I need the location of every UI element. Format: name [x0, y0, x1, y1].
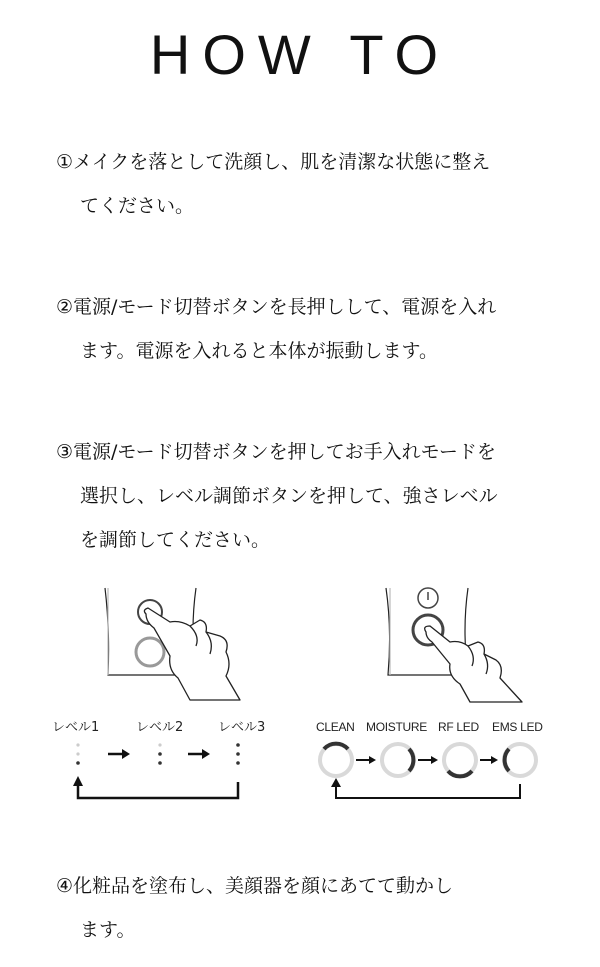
mode-labels — [316, 720, 543, 734]
mode-switch-illustration — [310, 580, 555, 810]
mode-rfled-label: RF LED — [438, 720, 479, 734]
ring-moisture-icon — [382, 744, 414, 776]
ring-clean-icon — [320, 744, 352, 776]
step-3-line1: ③電源/モード切替ボタンを押してお手入れモードを — [56, 441, 496, 463]
level-1-label: レベル1 — [52, 720, 100, 735]
level-button-icon — [136, 638, 164, 666]
power-button-icon — [418, 588, 438, 608]
ring-emsled-icon — [504, 744, 536, 776]
mode-loop-arrow — [331, 778, 520, 798]
level-dots — [76, 743, 240, 765]
level-3-label: レベル3 — [218, 720, 266, 735]
level-loop-arrow — [73, 776, 238, 798]
mode-clean-label: CLEAN — [316, 720, 355, 734]
mode-moisture-label: MOISTURE — [366, 720, 427, 734]
step-4-line2: ます。 — [80, 919, 136, 941]
step-2 — [56, 285, 556, 373]
mode-emsled-label: EMS LED — [492, 720, 543, 734]
step-4 — [56, 864, 556, 952]
step-2-line2: ます。電源を入れると本体が振動します。 — [80, 340, 438, 362]
step-3 — [56, 430, 556, 562]
ring-rfled-icon — [444, 744, 476, 776]
step-2-line1: ②電源/モード切替ボタンを長押しして、電源を入れ — [56, 296, 497, 318]
step-1 — [56, 140, 556, 228]
step-3-line3: を調節してください。 — [80, 529, 271, 551]
step-1-line2: てください。 — [80, 195, 195, 217]
step-1-line1: ①メイクを落として洗顔し、肌を清潔な状態に整え — [56, 151, 491, 173]
level-2-label: レベル2 — [136, 720, 184, 735]
step-4-line1: ④化粧品を塗布し、美顔器を顔にあてて動かし — [56, 875, 454, 897]
hand-icon — [425, 626, 522, 702]
step-3-line2: 選択し、レベル調節ボタンを押して、強さレベル — [80, 485, 498, 507]
page-title: HOW TO — [149, 23, 451, 86]
level-labels — [52, 720, 265, 735]
level-adjust-illustration — [50, 580, 290, 810]
